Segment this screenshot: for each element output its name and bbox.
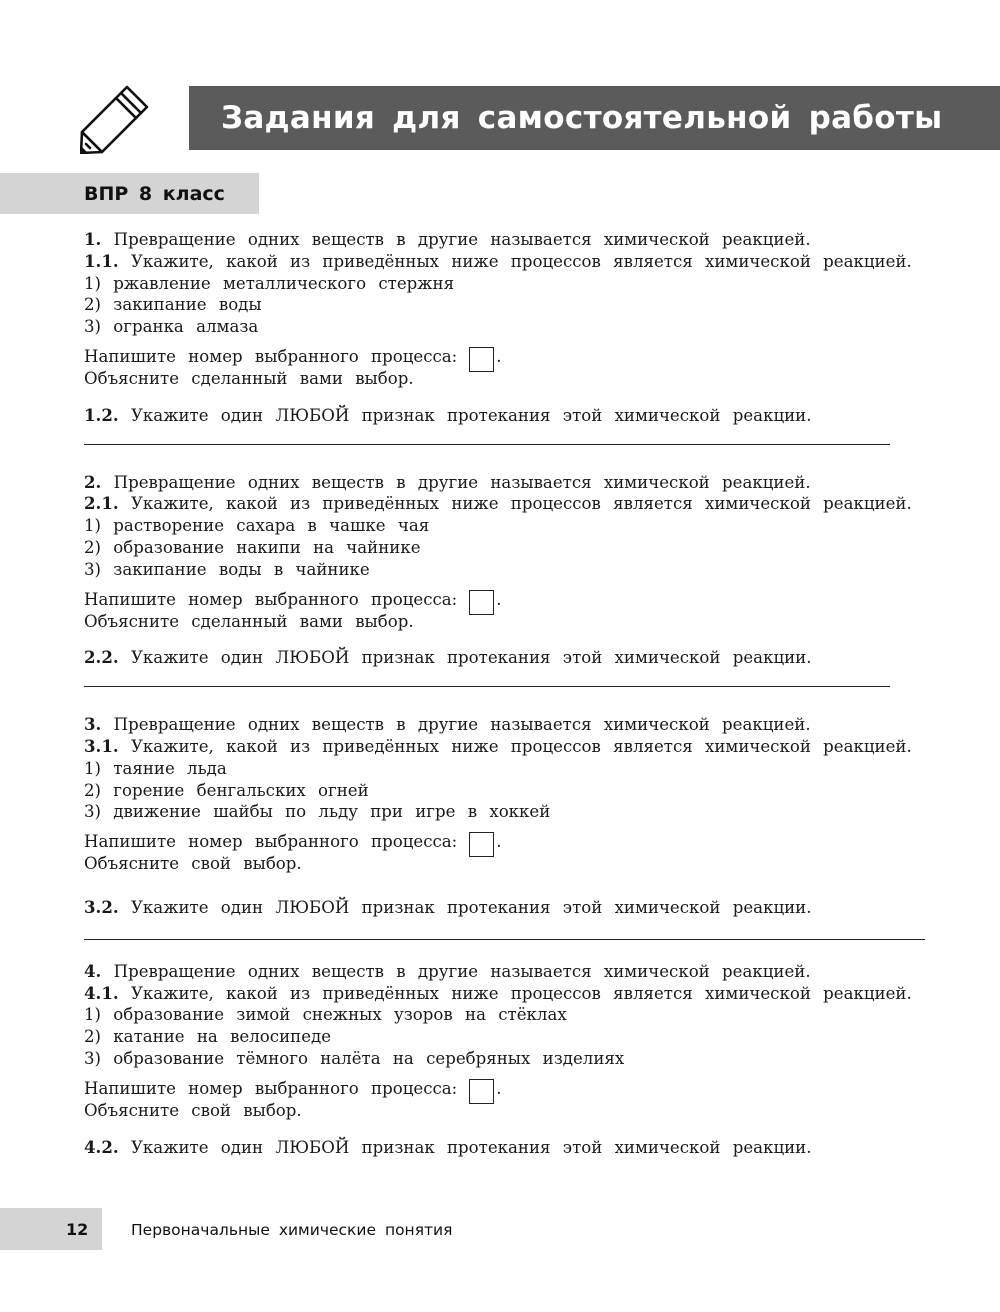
answer-box[interactable] [469, 832, 494, 857]
subtask-number: 3.2. [84, 896, 119, 917]
task-1: 1. Превращение одних веществ в другие называется химической реакцией. 1.1. Укажите, какой из приведённых ниже процессов является химической реакцией. 1) ржавление металлического стержня 2) закипание воды 3) огранка алмаза Напишите номер выбранного процесса: . Объясните сделанный вами выбор. 1.2. Укажите один ЛЮБОЙ признак протекания этой химической реакции. [84, 229, 934, 445]
option-3: 3) движение шайбы по льду при игре в хоккей [84, 802, 551, 822]
answer-box[interactable] [469, 1079, 494, 1104]
option-3: 3) образование тёмного налёта на серебряных изделиях [84, 1048, 625, 1068]
subtask-text: Укажите, какой из приведённых ниже процессов является химической реакцией. [130, 983, 912, 1003]
option-1: 1) ржавление металлического стержня [84, 273, 455, 293]
subtask-text: Укажите, какой из приведённых ниже процессов является химической реакцией. [130, 494, 912, 514]
explain-prompt: Объясните сделанный вами выбор. [84, 368, 414, 388]
task-3: 3. Превращение одних веществ в другие называется химической реакцией. 3.1. Укажите, какой из приведённых ниже процессов является химической реакцией. 1) таяние льда 2) горение бенгальских огней 3) движение шайбы по льду при игре в хоккей Напишите номер выбранного процесса: . Объясните свой выбор. 3.2. Укажите один ЛЮБОЙ признак протекания этой химической реакции. [84, 714, 934, 940]
subtask-text: Укажите, какой из приведённых ниже процессов является химической реакцией. [130, 251, 912, 271]
subtask-number: 2.2. [84, 647, 119, 668]
task-number: 4. [84, 960, 102, 981]
option-1: 1) таяние льда [84, 758, 227, 778]
option-2: 2) горение бенгальских огней [84, 780, 369, 800]
answer-line[interactable] [84, 939, 925, 940]
answer-line[interactable] [84, 444, 890, 445]
option-2: 2) закипание воды [84, 295, 262, 315]
write-prompt: Напишите номер выбранного процесса: [84, 1078, 458, 1098]
subtask-number: 4.1. [84, 982, 119, 1003]
subtask-text: Укажите один ЛЮБОЙ признак протекания этой химической реакции. [130, 648, 812, 668]
option-2: 2) образование накипи на чайнике [84, 537, 421, 557]
task-number: 2. [84, 471, 102, 492]
explain-prompt: Объясните свой выбор. [84, 1100, 302, 1120]
answer-line[interactable] [84, 686, 890, 687]
tasks-content [84, 229, 934, 1158]
option-3: 3) огранка алмаза [84, 317, 259, 337]
task-intro: Превращение одних веществ в другие называется химической реакцией. [113, 230, 811, 249]
option-1: 1) растворение сахара в чашке чая [84, 516, 430, 536]
subtask-text: Укажите один ЛЮБОЙ признак протекания этой химической реакции. [130, 405, 812, 425]
task-2: 2. Превращение одних веществ в другие называется химической реакцией. 2.1. Укажите, какой из приведённых ниже процессов является химической реакцией. 1) растворение сахара в чашке чая 2) образование накипи на чайнике 3) закипание воды в чайнике Напишите номер выбранного процесса: . Объясните сделанный вами выбор. 2.2. Укажите один ЛЮБОЙ признак протекания этой химической реакции. [84, 472, 934, 688]
write-prompt: Напишите номер выбранного процесса: [84, 589, 458, 609]
class-label: ВПР 8 класс [0, 173, 259, 214]
page-number: 12 [0, 1208, 102, 1250]
explain-prompt: Объясните свой выбор. [84, 854, 302, 874]
chapter-title: Первоначальные химические понятия [131, 1221, 453, 1239]
subtask-text: Укажите, какой из приведённых ниже процессов является химической реакцией. [130, 736, 912, 756]
task-number: 1. [84, 229, 102, 249]
subtask-number: 1.2. [84, 404, 119, 425]
subtask-text: Укажите один ЛЮБОЙ признак протекания этой химической реакции. [130, 897, 812, 917]
write-prompt: Напишите номер выбранного процесса: [84, 347, 458, 367]
task-intro: Превращение одних веществ в другие называется химической реакцией. [113, 961, 811, 981]
subtask-text: Укажите один ЛЮБОЙ признак протекания этой химической реакции. [130, 1137, 812, 1157]
subtask-number: 3.1. [84, 735, 119, 756]
option-2: 2) катание на велосипеде [84, 1027, 332, 1047]
subtask-number: 2.1. [84, 493, 119, 514]
task-4: 4. Превращение одних веществ в другие называется химической реакцией. 4.1. Укажите, какой из приведённых ниже процессов является химической реакцией. 1) образование зимой снежных узоров на стёклах 2) катание на велосипеде 3) образование тёмного налёта на серебряных изделиях Напишите номер выбранного процесса: . Объясните свой выбор. 4.2. Укажите один ЛЮБОЙ признак протекания этой химической реакции. [84, 961, 934, 1159]
task-intro: Превращение одних веществ в другие называется химической реакцией. [113, 715, 811, 735]
option-1: 1) образование зимой снежных узоров на стёклах [84, 1005, 567, 1025]
task-number: 3. [84, 714, 102, 735]
task-intro: Превращение одних веществ в другие называется химической реакцией. [113, 472, 811, 492]
explain-prompt: Объясните сделанный вами выбор. [84, 611, 414, 631]
option-3: 3) закипание воды в чайнике [84, 559, 370, 579]
answer-box[interactable] [469, 347, 494, 372]
write-prompt: Напишите номер выбранного процесса: [84, 832, 458, 852]
subtask-number: 4.2. [84, 1136, 119, 1157]
answer-box[interactable] [469, 590, 494, 615]
subtask-number: 1.1. [84, 250, 119, 271]
page-title: Задания для самостоятельной работы [189, 86, 1000, 150]
pencil-icon [80, 82, 152, 154]
